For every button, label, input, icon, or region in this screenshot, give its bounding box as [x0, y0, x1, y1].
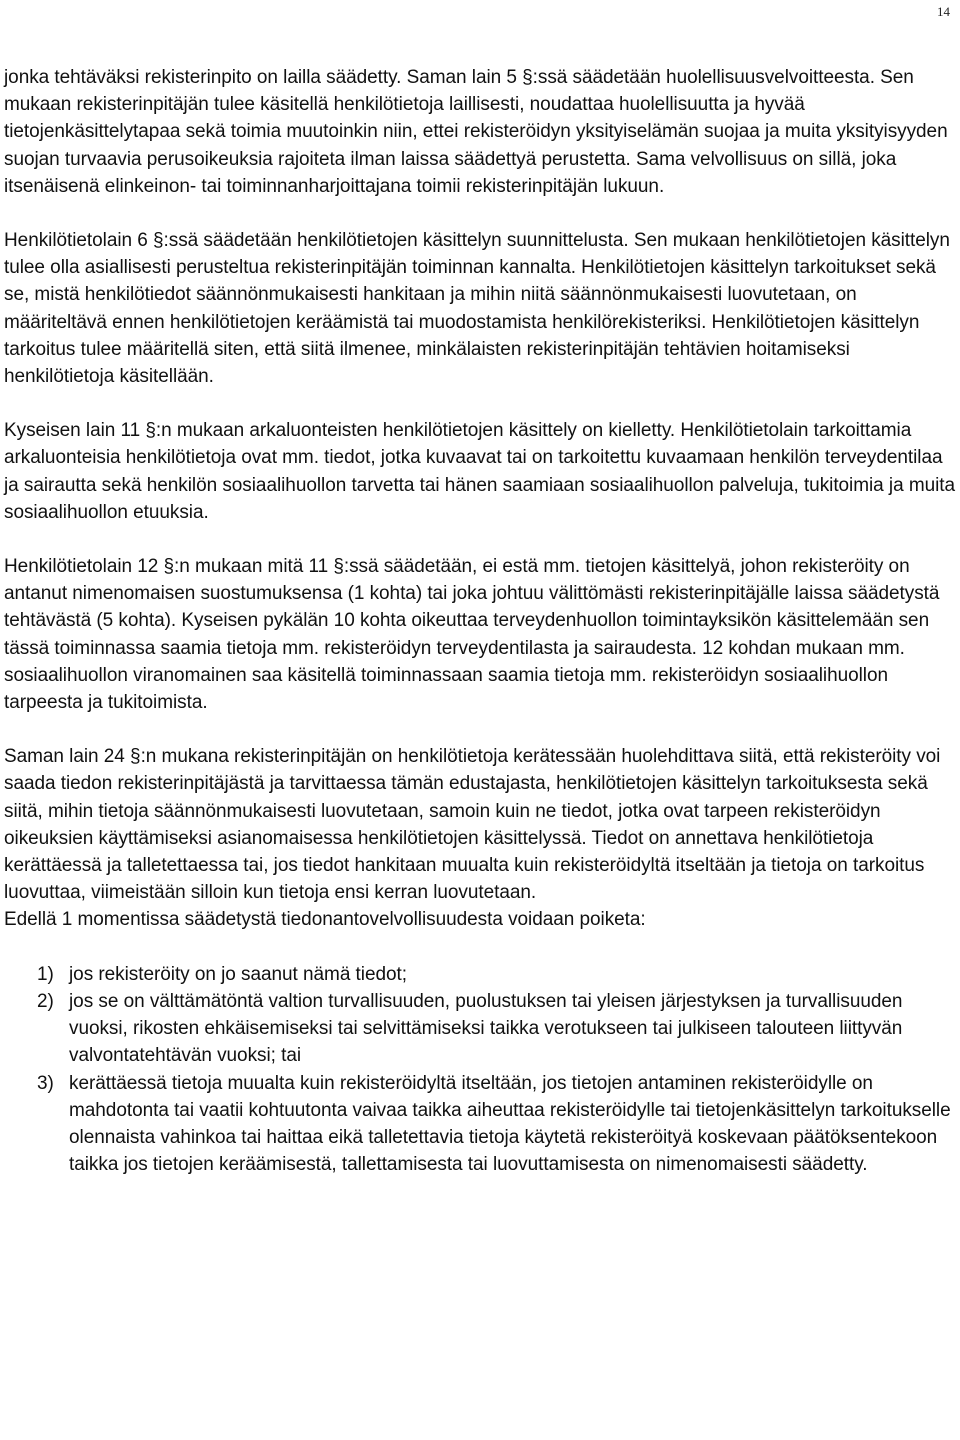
list-item-text: jos rekisteröity on jo saanut nämä tiedot; — [69, 963, 407, 985]
list-item — [4, 988, 956, 1070]
list-item-number: 3) — [37, 1072, 54, 1094]
page-number: 14 — [937, 4, 950, 19]
exception-list — [4, 961, 956, 1179]
list-item-text: jos se on välttämätöntä valtion turvallisuuden, puolustuksen tai yleisen järjestyksen ja turvallisuuden vuoksi, rikosten ehkäisemiseksi tai selvittämiseksi taikka verotukseen tai julkiseen talouteen liittyvän valvontatehtävän vuoksi; tai — [69, 990, 903, 1067]
paragraph-4: Henkilötietolain 12 §:n mukaan mitä 11 §:ssä säädetään, ei estä mm. tietojen käsittelyä, johon rekisteröity on antanut nimenomaisen suostumuksensa (1 kohta) tai joka johtuu välittömästi rekisterinpitäjälle laissa säädetystä tehtävästä (5 kohta). Kyseisen pykälän 10 kohta oikeuttaa terveydenhuollon toimintayksikön käsittelemään sen tässä toiminnassa saamia tietoja mm. rekisteröidyn terveydentilasta ja sairaudesta. 12 kohdan mukaan mm. sosiaalihuollon viranomainen saa käsitellä toiminnassaan saamia tietoja mm. rekisteröidyn sosiaalihuollon tarpeesta ja tukitoimista. — [4, 556, 940, 714]
list-item-text: kerättäessä tietoja muualta kuin rekisteröidyltä itseltään, jos tietojen antaminen rekisteröidylle on mahdotonta tai vaatii kohtuutonta vaivaa taikka aiheuttaa rekisteröidylle tai tietojenkäsittelyn tarkoitukselle olennaista vahinkoa tai haittaa eikä talletettavia tietoja käytetä rekisteröityä koskevaan päätöksentekoon taikka jos tietojen keräämisestä, tallettamisesta tai luovuttamisesta on nimenomaisesti säädetty. — [69, 1072, 951, 1176]
list-item — [4, 961, 956, 988]
paragraph-2: Henkilötietolain 6 §:ssä säädetään henkilötietojen käsittelyn suunnittelusta. Sen mukaan henkilötietojen käsittelyn tulee olla asiallisesti perusteltua rekisterinpitäjän toiminnan kannalta. Henkilötietojen käsittelyn tarkoitukset sekä se, mistä henkilötiedot säännönmukaisesti hankitaan ja mihin niitä säännönmukaisesti luovutetaan, on määriteltävä ennen henkilötietojen keräämistä tai muodostamista henkilörekisteriksi. Henkilötietojen käsittelyn tarkoitus tulee määritellä siten, että siitä ilmenee, minkälaisten rekisterinpitäjän tehtävien hoitamiseksi henkilötietoja käsitellään. — [4, 230, 950, 388]
paragraph-6: Edellä 1 momentissa säädetystä tiedonantovelvollisuudesta voidaan poiketa: — [4, 909, 646, 931]
list-item-number: 1) — [37, 963, 54, 985]
paragraph-5: Saman lain 24 §:n mukana rekisterinpitäjän on henkilötietoja kerätessään huolehdittava siitä, että rekisteröity voi saada tiedon rekisterinpitäjästä ja tarvittaessa tämän edustajasta, henkilötietojen käsittelyn tarkoituksesta sekä siitä, mihin tietoja säännönmukaisesti luovutetaan, samoin kuin ne tiedot, jotka ovat tarpeen rekisteröidyn oikeuksien käyttämiseksi asianomaisessa henkilötietojen käsittelyssä. Tiedot on annettava henkilötietoja kerättäessä ja talletettaessa tai, jos tiedot hankitaan muualta kuin rekisteröidyltä itseltään ja tietoja on tarkoitus luovuttaa, viimeistään silloin kun tietoja ensi kerran luovutetaan. — [4, 746, 941, 904]
list-item-number: 2) — [37, 990, 54, 1012]
paragraph-3: Kyseisen lain 11 §:n mukaan arkaluonteisten henkilötietojen käsittely on kielletty. Henkilötietolain tarkoittamia arkaluonteisia henkilötietoja ovat mm. tiedot, jotka kuvaavat tai on tarkoitettu kuvaamaan henkilön terveydentilaa ja sairautta sekä henkilön sosiaalihuollon tarvetta tai hänen saamiaan sosiaalihuollon palveluja, tukitoimia ja muita sosiaalihuollon etuuksia. — [4, 420, 956, 523]
paragraph-1: jonka tehtäväksi rekisterinpito on lailla säädetty. Saman lain 5 §:ssä säädetään huolellisuusvelvoitteesta. Sen mukaan rekisterinpitäjän tulee käsitellä henkilötietoja laillisesti, noudattaa huolellisuutta ja hyvää tietojenkäsittelytapaa sekä toimia muutoinkin niin, ettei rekisteröidyn yksityiselämän suojaa ja muita yksityisyyden suojan turvaavia perusoikeuksia rajoiteta ilman laissa säädettyä perustetta. Sama velvollisuus on sillä, joka itsenäisenä elinkeinon- tai toiminnanharjoittajana toimii rekisterinpitäjän lukuun. — [4, 67, 948, 197]
list-item — [4, 1070, 956, 1179]
document-body — [4, 64, 956, 1178]
